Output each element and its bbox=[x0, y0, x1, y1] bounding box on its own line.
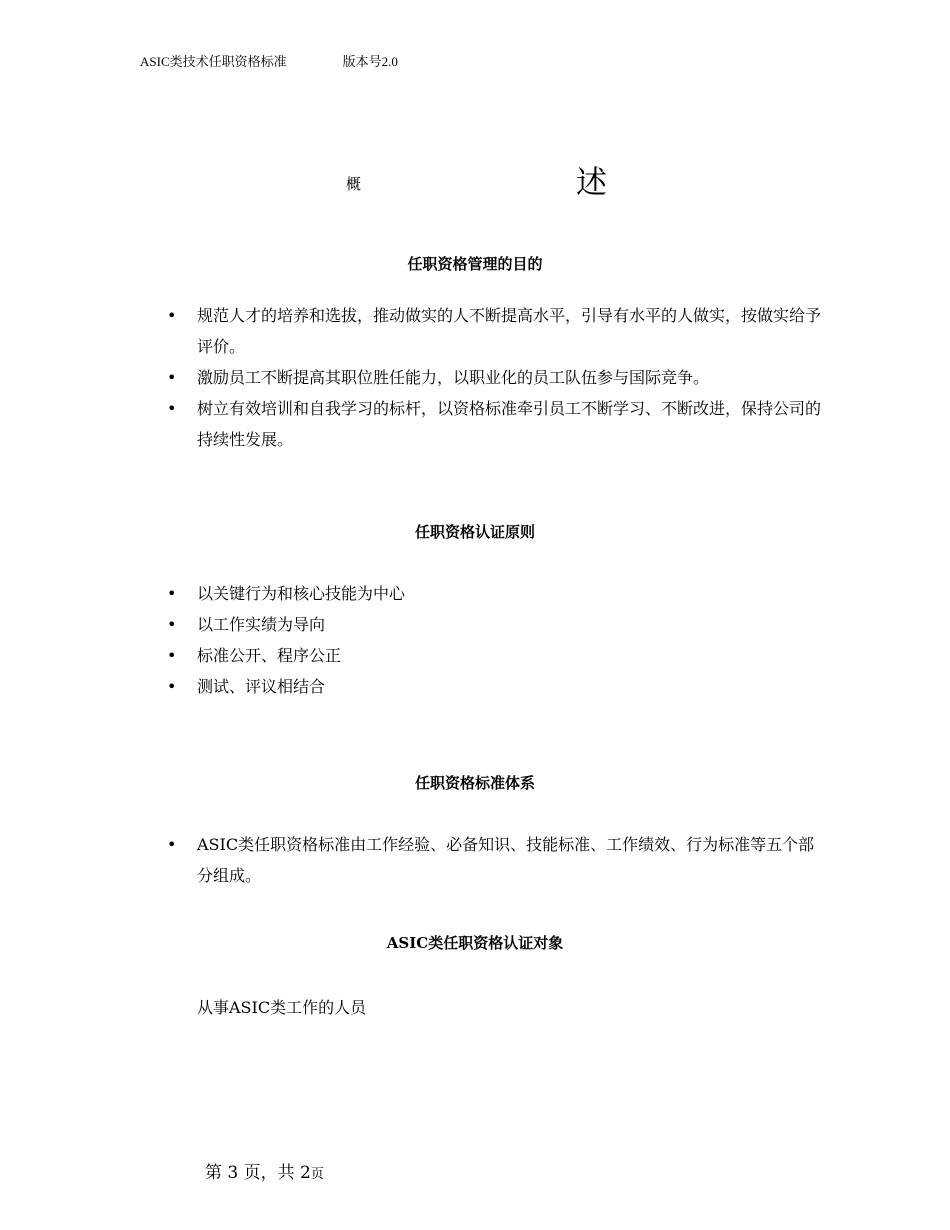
page-number: 第 3 页，共 2 bbox=[205, 1163, 311, 1183]
page-header bbox=[140, 51, 398, 70]
title-char-left: 概 bbox=[346, 175, 362, 193]
list-item: • 以关键行为和核心技能为中心 bbox=[167, 578, 827, 609]
list-item: • 树立有效培训和自我学习的标杆，以资格标准牵引员工不断学习、不断改进，保持公司的持续性发展。 bbox=[167, 393, 827, 455]
list-item: • 以工作实绩为导向 bbox=[167, 609, 827, 640]
system-list bbox=[167, 829, 827, 891]
list-item: • ASIC类任职资格标准由工作经验、必备知识、技能标准、工作绩效、行为标准等五个部分组成。 bbox=[167, 829, 827, 891]
section-heading-system: 任职资格标准体系 bbox=[414, 774, 535, 792]
principles-list bbox=[167, 578, 827, 702]
list-item: • 测试、评议相结合 bbox=[167, 671, 827, 702]
section-heading-target: ASIC类任职资格认证对象 bbox=[386, 934, 564, 952]
header-title: ASIC类技术任职资格标准 bbox=[140, 54, 287, 69]
title-char-right: 述 bbox=[576, 165, 607, 201]
section-heading-principles: 任职资格认证原则 bbox=[414, 523, 535, 541]
purpose-list bbox=[167, 300, 827, 455]
target-text: 从事ASIC类工作的人员 bbox=[197, 998, 367, 1017]
page-footer bbox=[205, 1158, 324, 1183]
list-item: • 规范人才的培养和选拔，推动做实的人不断提高水平，引导有水平的人做实，按做实给予评价。 bbox=[167, 300, 827, 362]
page-number-suffix: 页 bbox=[310, 1167, 324, 1182]
list-item: • 标准公开、程序公正 bbox=[167, 640, 827, 671]
section-heading-purpose: 任职资格管理的目的 bbox=[407, 255, 543, 273]
list-item: • 激励员工不断提高其职位胜任能力，以职业化的员工队伍参与国际竞争。 bbox=[167, 362, 827, 393]
header-version: 版本号2.0 bbox=[342, 54, 398, 69]
